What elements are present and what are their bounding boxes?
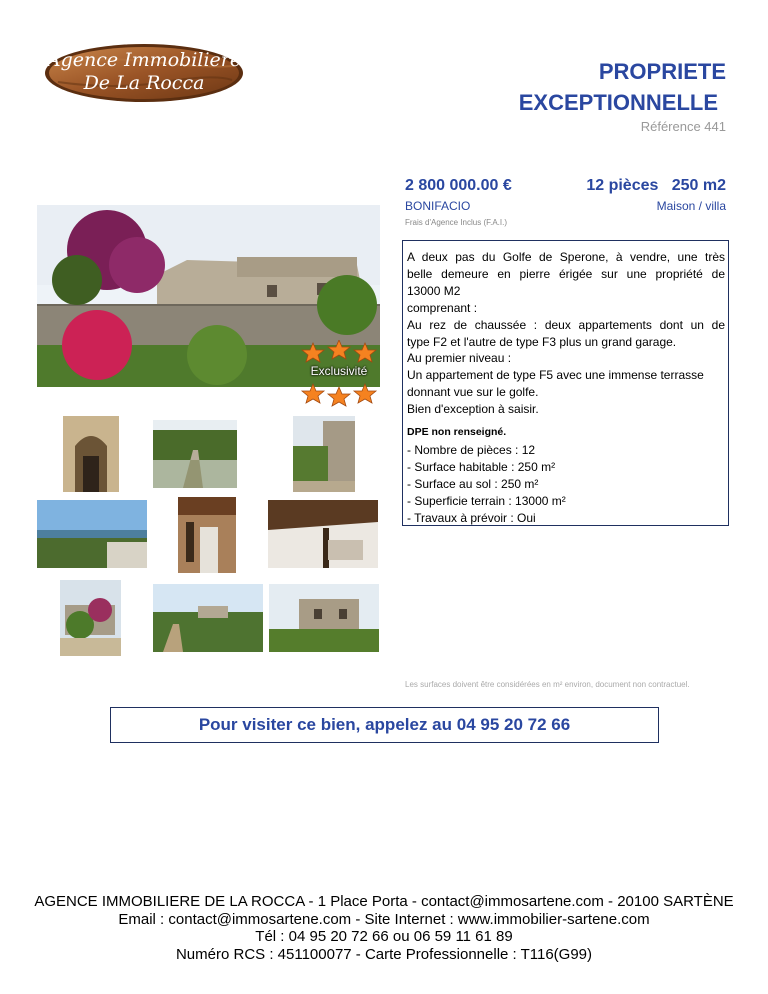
thumbnail-photo-4[interactable] [37,500,147,568]
description-line: Bien d'exception à saisir. [407,402,539,417]
description-line: 13000 M2 [407,283,461,298]
footer-registration: Numéro RCS : 451100077 - Carte Professionnelle : T116(G99) [175,945,593,963]
description-line: Au premier niveau : [407,351,512,366]
price: 2 800 000.00 € [405,177,512,194]
footer [0,893,768,963]
description-line: comprenant : [407,300,478,315]
property-type: Maison / villa [656,199,726,213]
feature-item: - Surface habitable : 250 m² [407,459,556,474]
footer-address: AGENCE IMMOBILIERE DE LA ROCCA - 1 Place Porta - contact@immosartene.com - 20100 SARTÈNE [34,893,734,910]
fees-note: Frais d'Agence Inclus (F.A.I.) [405,218,508,227]
footer-contact: Email : contact@immosartene.com - Site Internet : www.immobilier-sartene.com [118,910,650,928]
thumbnail-photo-6[interactable] [268,500,378,568]
thumbnail-photo-3[interactable] [293,416,355,492]
thumbnail-photo-9[interactable] [269,584,379,652]
description-line: belle demeure en pierre érigée sur une propriété de [407,266,725,281]
thumbnail-photo-2[interactable] [153,420,237,488]
feature-item: - Travaux à prévoir : Oui [407,510,536,525]
description-line: A deux pas du Golfe de Sperone, à vendre, une très [407,250,725,264]
rooms-area: 12 pièces 250 m2 [586,177,726,194]
description-line: Un appartement de type F5 avec une immense terrasse [407,368,704,383]
description-line: Au rez de chaussée : deux appartements dont un de [407,317,725,332]
feature-item: - Superficie terrain : 13000 m² [407,493,566,508]
footer-phone: Tél : 04 95 20 72 66 ou 06 59 11 61 89 [255,928,513,945]
thumbnail-photo-8[interactable] [153,584,263,652]
agency-logo [44,42,244,104]
thumbnail-photo-7[interactable] [60,580,121,656]
description-box [402,240,729,526]
title-line-2: EXCEPTIONNELLE [518,90,718,115]
logo-line-2: De La Rocca [83,72,205,94]
feature-item: - Surface au sol : 250 m² [407,476,539,491]
dpe-status: DPE non renseigné. [407,426,507,439]
disclaimer: Les surfaces doivent être considérées en m² environ, document non contractuel. [405,680,690,689]
badge-label: Exclusivité [310,364,368,378]
title-line-1: PROPRIETE [598,59,726,84]
reference-number: Référence 441 [640,119,726,134]
contact-call-to-action: Pour visiter ce bien, appelez au 04 95 20 72 66 [110,707,659,743]
description-line: type F2 et l'autre de type F3 plus un grand garage. [407,334,677,349]
logo-line-1: Agence Immobiliere [46,49,242,71]
city: BONIFACIO [405,199,471,213]
page-title [386,56,726,118]
thumbnail-photo-1[interactable] [63,416,119,492]
description-line: donnant vue sur le golfe. [407,385,539,400]
thumbnail-photo-5[interactable] [178,497,236,573]
feature-item: - Nombre de pièces : 12 [407,442,536,457]
